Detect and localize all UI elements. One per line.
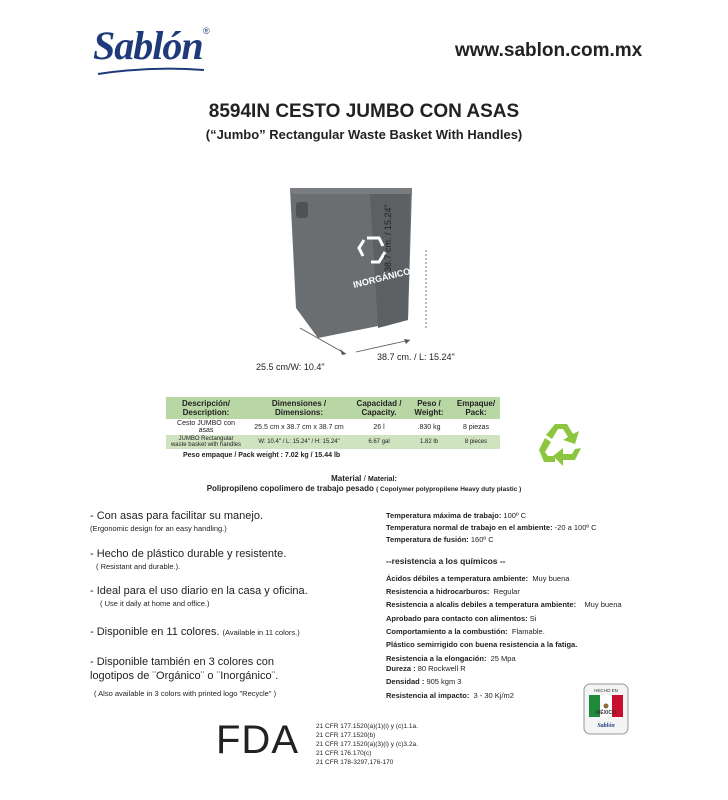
product-subtitle: (“Jumbo” Rectangular Waste Basket With Handles) (205, 127, 523, 142)
col-header: Peso / (417, 399, 441, 408)
pack-weight: Peso empaque / Pack weight : 7.02 kg / 15.44 lb (183, 452, 341, 459)
col-header: Empaque/ (456, 399, 496, 408)
fda-code: 21 CFR 177.1520(a)(1)(i) y (c)1.1a. (316, 723, 418, 730)
height-dimension: 38.7 cm. / 15.24" (383, 204, 393, 272)
fda-codes (316, 722, 418, 767)
made-in-mexico-badge (583, 683, 629, 735)
material-label: Material / Material: (331, 474, 397, 483)
fda-code: 21 CFR 177.1520(b) (316, 732, 376, 739)
spec-table (166, 397, 500, 449)
fda-code: 21 CFR 176.170(c) (316, 750, 372, 757)
bin-label: INORGÁNICO (352, 266, 412, 290)
property-line: Plástico semirrigido con buena resistencia a la fatiga. (386, 640, 578, 649)
col-header: Capacity. (361, 408, 397, 417)
property-line: Temperatura normal de trabajo en el ambiente: -20 a 100º C (386, 523, 597, 532)
property-line: Resistencia a alcalis debiles a temperatura ambiente: Muy buena (386, 600, 622, 609)
property-line: Ácidos débiles a temperatura ambiente: Muy buena (386, 574, 570, 583)
table-header-row (166, 397, 500, 419)
col-header: Weight: (414, 408, 444, 417)
feature-item: - Hecho de plástico durable y resistente. ( Resistant and durable.). (90, 548, 287, 571)
table-cell: .830 kg (406, 419, 452, 435)
table-cell: 1.82 lb (406, 435, 452, 449)
fda-code: 21 CFR 178-3297,176-170 (316, 759, 394, 766)
col-header: Description: (182, 408, 230, 417)
table-row (166, 435, 500, 449)
table-cell: W: 10.4" / L: 15.24" / H: 15.24" (246, 435, 352, 449)
property-line: Comportamiento a la combustión: Flamable. (386, 627, 545, 636)
table-row (166, 419, 500, 435)
property-line: Resistencia a hidrocarburos: Regular (386, 587, 520, 596)
col-header: Dimensiones / (271, 399, 327, 408)
brand-logo: Sablón (93, 23, 203, 68)
property-heading: --resistencia a los químicos -- (386, 556, 506, 566)
property-line: Dureza : 80 Rockwell R (386, 664, 466, 673)
table-cell: Cesto JUMBO con asas (166, 419, 246, 435)
logo-swoosh-icon (96, 66, 206, 76)
registered-mark: ® (203, 26, 210, 36)
table-cell: JUMBO Rectangular waste basket with handles (166, 435, 246, 449)
width-dimension: 25.5 cm/W: 10.4" (256, 362, 325, 372)
length-dimension: 38.7 cm. / L: 15.24" (377, 352, 455, 362)
svg-text:HECHO EN: HECHO EN (594, 688, 618, 693)
material-value: Polipropileno copolimero de trabajo pesado ( Copolymer polypropilene Heavy duty plastic ) (206, 484, 522, 493)
fda-label: FDA (216, 718, 299, 762)
property-line: Resistencia a la elongación: 25 Mpa (386, 654, 516, 663)
feature-item: - Ideal para el uso diario en la casa y oficina. ( Use it daily at home and office.) (90, 585, 308, 608)
property-line: Temperatura máxima de trabajo: 100º C (386, 511, 527, 520)
svg-text:Sablón: Sablón (597, 723, 615, 729)
fda-code: 21 CFR 177.1520(a)(3)(i) y (c)3.2a. (316, 741, 418, 748)
feature-item: - Con asas para facilitar su manejo. (Ergonomic design for an easy handling.) (90, 510, 264, 533)
svg-text:MÉXICO: MÉXICO (596, 710, 616, 716)
waste-basket-image (250, 180, 450, 370)
feature-item: - Disponible también en 3 colores con logotipos de ¨Orgánico¨ o ¨Inorgánico¨. ( Also available in 3 colors with printed logo "Recycle" ) (90, 656, 279, 698)
feature-item: - Disponible en 11 colores. (Available in 11 colors.) (90, 626, 300, 638)
property-line: Temperatura de fusión: 160º C (386, 535, 494, 544)
table-cell: 26 l (352, 419, 406, 435)
table-cell: 8 pieces (452, 435, 500, 449)
website-url[interactable]: www.sablon.com.mx (455, 40, 643, 61)
table-cell: 25.5 cm x 38.7 cm x 38.7 cm (246, 419, 352, 435)
col-header: Capacidad / (356, 399, 402, 408)
property-line: Densidad : 905 kgm 3 (386, 677, 462, 686)
col-header: Pack: (465, 408, 487, 417)
property-line: Aprobado para contacto con alimentos: Si (386, 614, 537, 623)
recycle-icon (535, 418, 587, 470)
table-cell: 6.67 gal (352, 435, 406, 449)
col-header: Dimensions: (274, 408, 323, 417)
product-title: 8594IN CESTO JUMBO CON ASAS (208, 101, 520, 122)
table-cell: 8 piezas (452, 419, 500, 435)
col-header: Descripción/ (181, 399, 230, 408)
property-line: Resistencia al impacto: 3 - 30 Kj/m2 (386, 691, 514, 700)
